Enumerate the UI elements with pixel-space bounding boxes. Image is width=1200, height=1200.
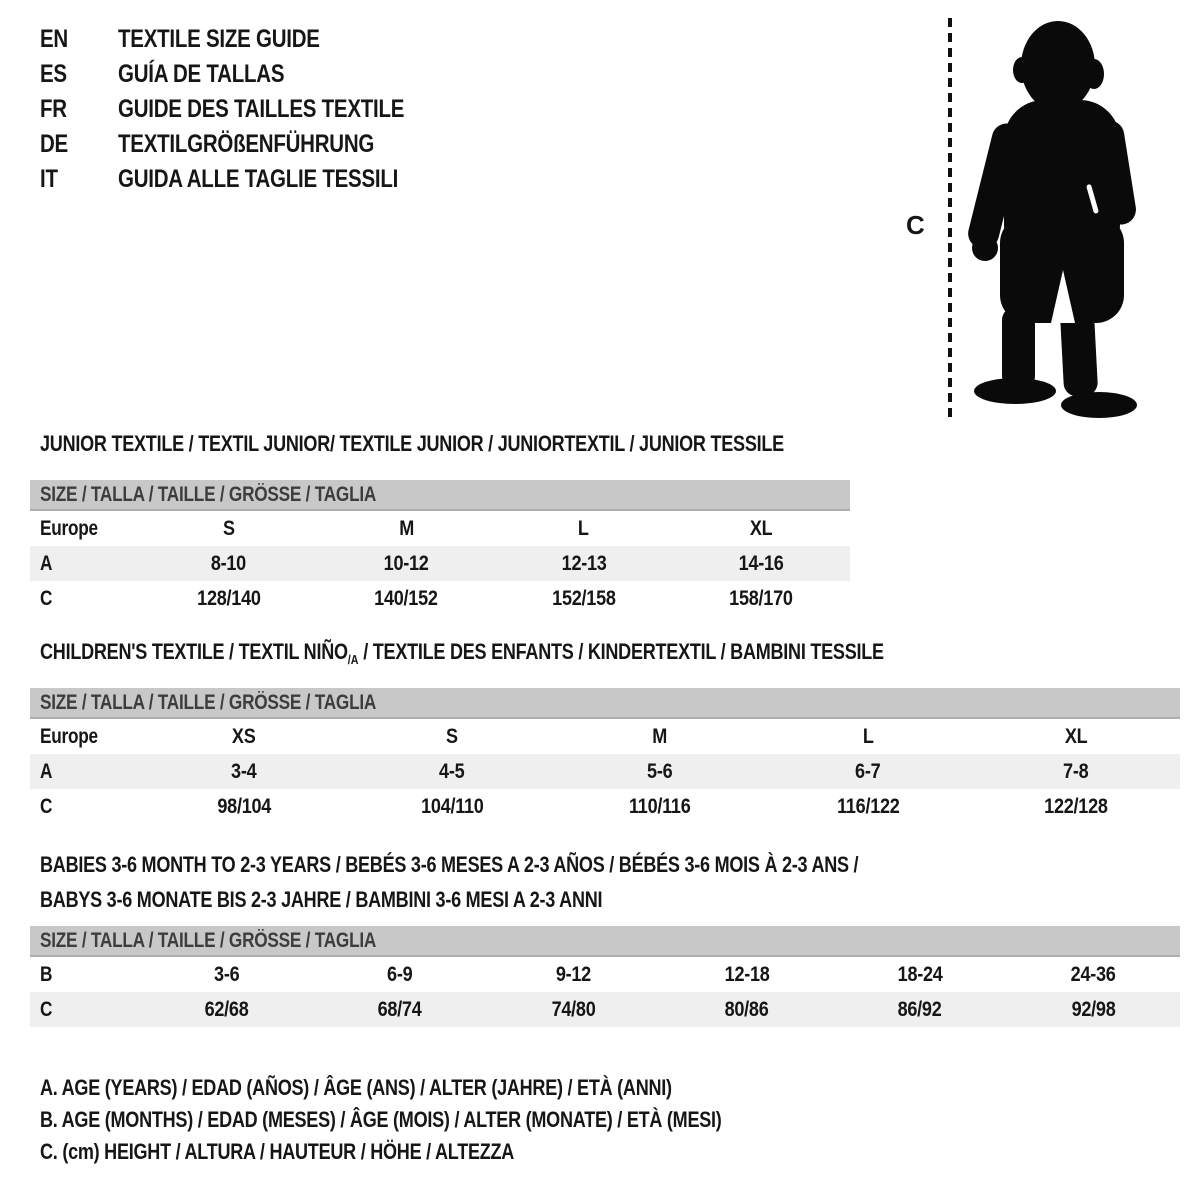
table-row [30,754,1180,789]
size-value-cell: 80/86 [724,997,769,1021]
size-value-cell: 122/128 [1044,794,1108,818]
row-label-cell: Europe [40,724,98,748]
size-value-cell: 9-12 [555,962,591,986]
footnote-line: B. AGE (MONTHS) / EDAD (MESES) / ÂGE (MOIS) / ALTER (MONATE) / ETÀ (MESI) [40,1107,722,1132]
children-section-title: CHILDREN'S TEXTILE / TEXTIL $NIÑO_{/A}$ / TEXTILE DES ENFANTS / KINDERTEXTIL / BAMBINI TESSILE [40,639,884,667]
size-header-cell: SIZE / TALLA / TAILLE / GRÖSSE / TAGLIA [40,928,377,952]
size-header-row [30,688,1180,718]
language-label: GUIDE DES TAILLES TEXTILE [118,95,405,123]
language-row [40,92,467,127]
size-value-cell: 68/74 [378,997,422,1021]
size-value-cell: 104/110 [420,794,484,818]
babies-size-table [30,926,1180,1027]
size-value-cell: 3-6 [213,962,240,986]
row-label-cell: A [40,551,53,575]
language-code: IT [40,165,58,193]
row-label-cell: C [40,997,53,1021]
table-row [30,789,1180,824]
language-row [40,162,467,197]
size-value-cell: XL [1064,724,1088,748]
row-label-cell: A [40,759,53,783]
size-value-cell: 12-18 [724,962,770,986]
language-label: TEXTILGRÖßENFÜHRUNG [118,130,375,158]
row-label-cell: B [40,962,53,986]
junior-size-table [30,480,850,616]
size-value-cell: 152/158 [552,586,616,610]
size-value-cell: 110/116 [629,794,691,818]
size-value-cell: 5-6 [647,759,673,783]
size-value-cell: M [652,724,668,748]
language-code: EN [40,25,68,53]
size-value-cell: 7-8 [1063,759,1089,783]
height-dashed-line [948,18,952,418]
size-header-row [30,480,850,510]
language-code: DE [40,130,68,158]
size-value-cell: S [446,724,458,748]
size-value-cell: L [862,724,874,748]
footnote-line: C. (cm) HEIGHT / ALTURA / HAUTEUR / HÖHE / ALTEZZA [40,1139,515,1164]
language-title-list [40,22,467,197]
size-value-cell: 6-9 [387,962,413,986]
size-value-cell: 3-4 [231,759,257,783]
size-value-cell: 8-10 [211,551,247,575]
size-value-cell: 12-13 [561,551,607,575]
footnote-line: A. AGE (YEARS) / EDAD (AÑOS) / ÂGE (ANS) / ALTER (JAHRE) / ETÀ (ANNI) [40,1075,672,1100]
table-row [30,956,1180,992]
table-row [30,581,850,616]
size-value-cell: 18-24 [897,962,943,986]
size-value-cell: 14-16 [738,551,784,575]
size-header-row [30,926,1180,956]
size-value-cell: 140/152 [374,586,438,610]
language-label: GUIDA ALLE TAGLIE TESSILI [118,165,399,193]
table-row [30,718,1180,754]
size-value-cell: XL [749,516,773,540]
language-row [40,127,467,162]
size-value-cell: 62/68 [204,997,249,1021]
size-value-cell: 24-36 [1070,962,1116,986]
size-value-cell: S [222,516,235,540]
size-value-cell: 6-7 [855,759,881,783]
footnote-legend [40,1072,871,1168]
row-label-cell: C [40,586,53,610]
size-value-cell: XS [232,724,256,748]
size-value-cell: 4-5 [439,759,465,783]
language-row [40,57,467,92]
table-row [30,992,1180,1027]
size-value-cell: 128/140 [197,586,261,610]
size-value-cell: 86/92 [898,997,942,1021]
size-value-cell: 92/98 [1071,997,1116,1021]
language-row [40,22,467,57]
table-row [30,546,850,581]
children-size-table [30,688,1180,824]
row-label-cell: Europe [40,516,98,540]
size-value-cell: 116/122 [836,794,900,818]
size-value-cell: 74/80 [551,997,596,1021]
size-value-cell: L [578,516,590,540]
nino-a-subscript: /A [347,652,359,667]
size-value-cell: 158/170 [729,586,793,610]
junior-section-title: JUNIOR TEXTILE / TEXTIL JUNIOR/ TEXTILE JUNIOR / JUNIORTEXTIL / JUNIOR TESSILE [40,431,784,456]
height-measure-label: C [906,210,925,240]
toddler-silhouette-icon [962,12,1142,422]
language-label: GUÍA DE TALLAS [118,60,285,88]
language-code: ES [40,60,67,88]
babies-section-title: BABIES 3-6 MONTH TO 2-3 YEARS / BEBÉS 3-6 MESES A 2-3 AÑOS / BÉBÉS 3-6 MOIS À 2-3 ANS / BABYS 3-6 MONATE BIS 2-3 JAHRE / BAMBINI 3-6 MESI A 2-3 ANNI [40,852,859,912]
size-header-cell: SIZE / TALLA / TAILLE / GRÖSSE / TAGLIA [40,482,377,506]
language-label: TEXTILE SIZE GUIDE [118,25,320,53]
row-label-cell: C [40,794,53,818]
size-value-cell: M [398,516,414,540]
table-row [30,510,850,546]
size-value-cell: 98/104 [217,794,271,818]
language-code: FR [40,95,67,123]
size-header-cell: SIZE / TALLA / TAILLE / GRÖSSE / TAGLIA [40,690,377,714]
size-value-cell: 10-12 [383,551,429,575]
